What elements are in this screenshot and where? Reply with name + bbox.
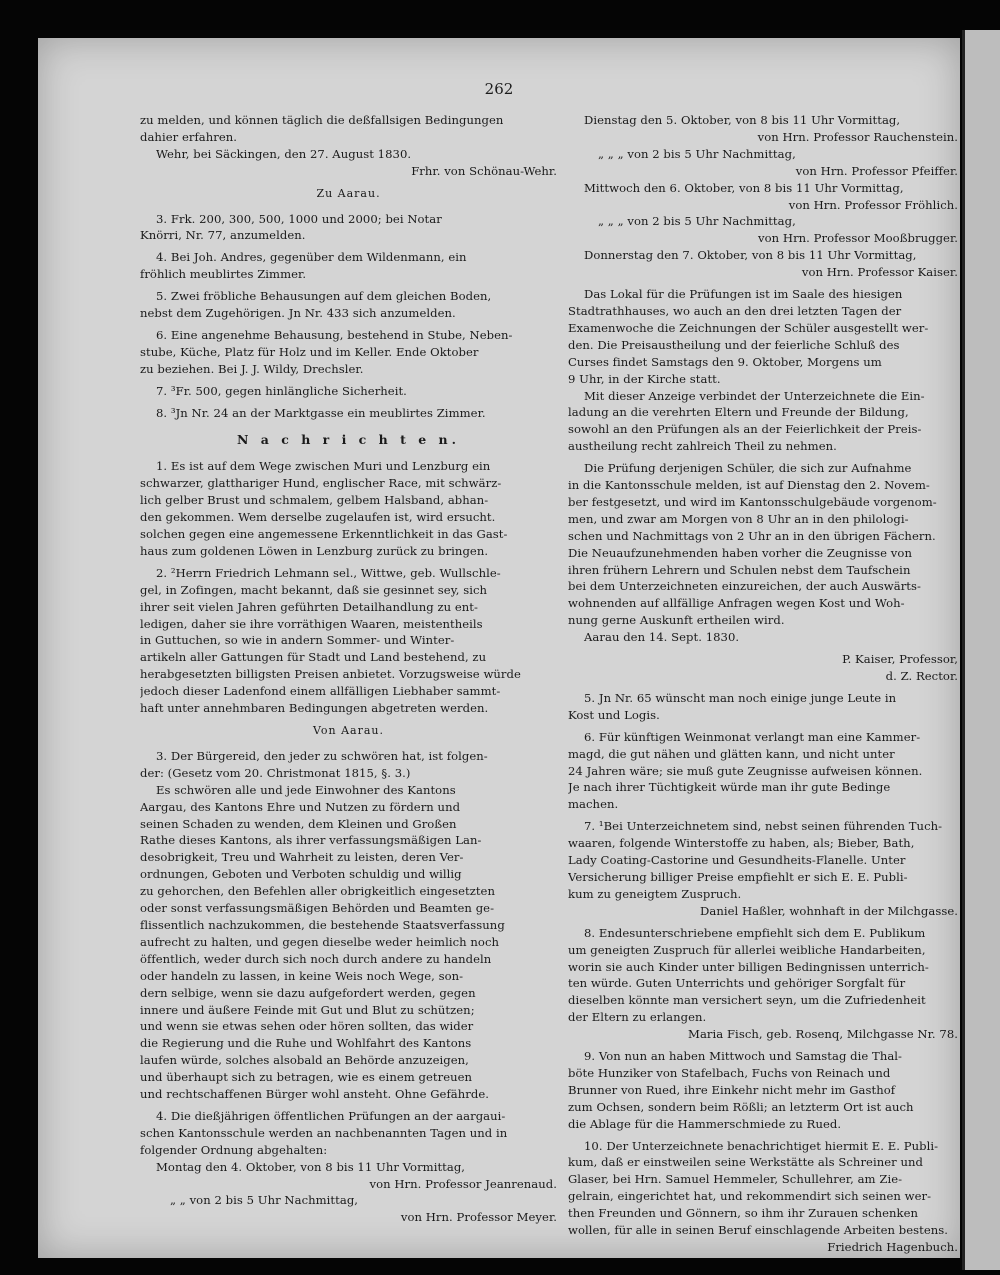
text-line: d. Z. Rector. [885,669,958,683]
text-line: solchen gegen eine angemessene Erkenntlichkeit in das Gast- [140,527,508,542]
text-line: Es schwören alle und jede Einwohner des Kantons [156,782,456,797]
text-line: Dienstag den 5. Oktober, von 8 bis 11 Uhr Vormittag, [584,113,901,127]
text-line: um geneigten Zuspruch für allerlei weibliche Handarbeiten, [568,942,926,957]
text-line: schen Kantonsschule werden an nachbenannten Tagen und in [140,1125,508,1140]
text-line: wollen, für alle in seinen Beruf einschlagende Arbeiten bestens. [568,1223,949,1238]
text-line: worin sie auch Kinder unter billigen Bedingnissen unterrich- [568,959,929,974]
text-line: die Regierung und die Ruhe und Wohlfahrt des Kantons [140,1036,472,1051]
text-line: nung gerne Auskunft ertheilen wird. [568,613,785,628]
text-line: jedoch dieser Ladenfond einem allfälligen Liebhaber sammt- [140,684,501,699]
text-line: 8. ³Jn Nr. 24 an der Marktgasse ein meublirtes Zimmer. [156,405,486,420]
text-line: ordnungen, Geboten und Verboten schuldig und willig [140,867,462,882]
text-line: Mittwoch den 6. Oktober, von 8 bis 11 Uhr Vormittag, [584,180,904,195]
text-line: zu beziehen. Bei J. J. Wildy, Drechsler. [140,361,364,376]
text-line: 4. Die dießjährigen öffentlichen Prüfungen an der aargaui- [156,1108,506,1123]
text-line: 6. Für künftigen Weinmonat verlangt man eine Kammer- [584,729,921,744]
text-line: oder sonst verfassungsmäßigen Behörden und Beamten ge- [140,901,495,916]
text-line: von Hrn. Professor Meyer. [400,1210,557,1225]
text-line: von Hrn. Professor Pfeiffer. [795,163,958,178]
right-column [568,112,958,1256]
text-line: ihrer seit vielen Jahren geführten Detailhandlung zu ent- [140,599,478,614]
text-line: der: (Gesetz vom 20. Christmonat 1815, §. 3.) [140,765,411,780]
text-line: ihren frühern Lehrern und Schulen nebst dem Taufschein [568,562,911,577]
text-line: von Hrn. Professor Jeanrenaud. [369,1176,557,1191]
text-line: von Hrn. Professor Mooßbrugger. [758,231,958,246]
text-line: Brunner von Rued, ihre Einkehr nicht mehr im Gasthof [568,1082,896,1097]
text-line: in Guttuchen, so wie in andern Sommer- und Winter- [140,633,455,648]
text-line: Das Lokal für die Prüfungen ist im Saale des hiesigen [584,287,903,302]
text-line: den. Die Preisaustheilung und der feierliche Schluß des [568,337,900,352]
text-line: men, und zwar am Morgen von 8 Uhr an in den philologi- [568,511,909,526]
text-line: und rechtschaffenen Bürger wohl ansteht. Ohne Gefährde. [140,1087,489,1102]
text-line: 9. Von nun an haben Mittwoch und Samstag die Thal- [584,1049,903,1064]
text-line: 1. Es ist auf dem Wege zwischen Muri und Lenzburg ein [156,459,491,474]
newspaper-page [38,38,960,1258]
text-line: aufrecht zu halten, und gegen dieselbe weder heimlich noch [140,934,500,949]
text-line: gel, in Zofingen, macht bekannt, daß sie gesinnet sey, sich [140,582,488,597]
section-subheading: Zu Aarau. [316,186,381,200]
text-line: von Hrn. Professor Fröhlich. [788,197,958,212]
text-line: und wenn sie etwas sehen oder hören sollten, das wider [140,1019,474,1034]
text-line: die Ablage für die Hammerschmiede zu Rued. [568,1116,842,1131]
text-line: dahier erfahren. [140,129,238,144]
section-subheading: Von Aarau. [312,724,385,737]
text-line: Knörri, Nr. 77, anzumelden. [140,228,306,243]
text-line: Curses findet Samstags den 9. Oktober, Morgens um [568,354,882,369]
text-line: kum, daß er einstweilen seine Werkstätte als Schreiner und [568,1155,923,1170]
text-line: der Eltern zu erlangen. [568,1010,707,1025]
text-line: „ „ von 2 bis 5 Uhr Nachmittag, [170,1193,359,1208]
text-line: zu melden, und können täglich die deßfallsigen Bedingungen [140,113,504,127]
text-line: ladung an die verehrten Eltern und Freunde der Bildung, [568,405,909,420]
text-line: artikeln aller Gattungen für Stadt und Land bestehend, zu [140,650,487,665]
text-line: dern selbige, wenn sie dazu aufgefordert werden, gegen [140,985,476,1000]
text-line: öffentlich, weder durch sich noch durch andere zu handeln [140,951,492,966]
text-line: then Freunden und Gönnern, so ihm ihr Zurauen schenken [568,1206,919,1221]
text-line: in die Kantonsschule melden, ist auf Dienstag den 2. Novem- [568,478,930,493]
text-line: „ „ „ von 2 bis 5 Uhr Nachmittag, [598,214,796,229]
text-line: Donnerstag den 7. Oktober, von 8 bis 11 Uhr Vormittag, [584,248,917,263]
text-line: kum zu geneigtem Zuspruch. [568,886,742,901]
text-line: folgender Ordnung abgehalten: [140,1142,328,1157]
text-line: P. Kaiser, Professor, [842,652,958,667]
text-line: 8. Endesunterschriebene empfiehlt sich dem E. Publikum [584,925,926,940]
text-line: haft unter annehmbaren Bedingungen abgetreten werden. [140,701,489,716]
text-line: Lady Coating-Castorine und Gesundheits-Flanelle. Unter [568,853,906,868]
text-line: magd, die gut nähen und glätten kann, und nicht unter [568,746,895,761]
text-line: 7. ³Fr. 500, gegen hinlängliche Sicherheit. [156,383,407,398]
left-column [140,112,557,1226]
text-line: Kost und Logis. [568,707,660,722]
text-line: Daniel Haßler, wohnhaft in der Milchgasse. [700,903,958,918]
section-heading: N a c h r i c h t e n. [237,431,460,447]
text-line: Aarau den 14. Sept. 1830. [584,630,740,645]
text-line: ten würde. Guten Unterrichts und gehöriger Sorgfalt für [568,976,906,991]
text-line: 5. Zwei fröbliche Behausungen auf dem gleichen Boden, [156,289,492,304]
text-line: den gekommen. Wem derselbe zugelaufen ist, wird ersucht. [140,510,496,525]
text-line: wohnenden auf allfällige Anfragen wegen Kost und Woh- [568,596,905,611]
text-line: 10. Der Unterzeichnete benachrichtiget hiermit E. E. Publi- [584,1138,939,1153]
text-line: Friedrich Hagenbuch. [827,1240,958,1254]
text-line: 5. Jn Nr. 65 wünscht man noch einige junge Leute in [584,690,897,705]
text-line: Die Prüfung derjenigen Schüler, die sich zur Aufnahme [584,461,912,476]
text-line: 6. Eine angenehme Behausung, bestehend in Stube, Neben- [156,327,513,342]
text-line: laufen würde, solches alsobald an Behörde anzuzeigen, [140,1053,469,1068]
text-line: waaren, folgende Winterstoffe zu haben, als; Bieber, Bath, [568,836,915,851]
text-line: zum Ochsen, sondern beim Rößli; an letzterm Ort ist auch [568,1099,914,1114]
text-line: dieselben könnte man versichert seyn, um die Zufriedenheit [568,993,926,1008]
text-line: Versicherung billiger Preise empfiehlt er sich E. E. Publi- [568,869,908,884]
page-number: 262 [484,80,514,98]
text-line: Rathe dieses Kantons, als ihrer verfassungsmäßigen Lan- [140,833,482,848]
text-line: Stadtrathhauses, wo auch an den drei letzten Tagen der [568,303,902,318]
text-line: machen. [568,797,619,812]
text-line: von Hrn. Professor Kaiser. [801,265,958,280]
text-line: lich gelber Brust und schmalem, gelbem Halsband, abhan- [140,493,489,508]
text-line: 4. Bei Joh. Andres, gegenüber dem Wildenmann, ein [156,250,467,265]
text-line: 2. ²Herrn Friedrich Lehmann sel., Wittwe, geb. Wullschle- [156,565,501,580]
text-line: Die Neuaufzunehmenden haben vorher die Zeugnisse von [568,545,912,560]
text-line: seinen Schaden zu wenden, dem Kleinen und Großen [140,816,457,831]
text-line: schen und Nachmittags von 2 Uhr an in den übrigen Fächern. [568,528,936,543]
text-line: „ „ „ von 2 bis 5 Uhr Nachmittag, [598,146,796,161]
text-line: fröhlich meublirtes Zimmer. [140,267,307,282]
text-line: austheilung recht zahlreich Theil zu nehmen. [568,439,837,454]
text-line: zu gehorchen, den Befehlen aller obrigkeitlich eingesetzten [140,884,495,899]
text-line: Mit dieser Anzeige verbindet der Unterzeichnete die Ein- [584,388,925,403]
text-line: Frhr. von Schönau-Wehr. [411,163,557,178]
text-line: Glaser, bei Hrn. Samuel Hemmeler, Schullehrer, am Zie- [568,1172,903,1187]
text-line: schwarzer, glatthariger Hund, englischer Race, mit schwärz- [140,476,502,491]
text-line: Aargau, des Kantons Ehre und Nutzen zu fördern und [140,799,461,814]
text-line: 3. Frk. 200, 300, 500, 1000 und 2000; bei Notar [156,211,442,226]
text-line: 24 Jahren wäre; sie muß gute Zeugnisse aufweisen können. [568,763,923,778]
text-line: und überhaupt sich zu betragen, wie es einem getreuen [140,1070,473,1085]
text-line: 9 Uhr, in der Kirche statt. [568,371,721,386]
adjacent-page-edge [962,30,1000,1270]
text-line: desobrigkeit, Treu und Wahrheit zu leisten, deren Ver- [140,850,464,865]
text-line: oder handeln zu lassen, in keine Weis noch Wege, son- [140,968,464,983]
text-line: von Hrn. Professor Rauchenstein. [757,129,958,144]
text-line: Wehr, bei Säckingen, den 27. August 1830. [156,146,412,161]
text-line: Maria Fisch, geb. Rosenq, Milchgasse Nr. 78. [688,1027,958,1042]
text-line: sowohl an den Prüfungen als an der Feierlichkeit der Preis- [568,422,922,437]
text-line: haus zum goldenen Löwen in Lenzburg zurück zu bringen. [140,543,489,558]
text-line: Je nach ihrer Tüchtigkeit würde man ihr gute Bedinge [568,780,891,795]
text-line: innere und äußere Feinde mit Gut und Blut zu schützen; [140,1002,475,1017]
text-line: böte Hunziker von Stafelbach, Fuchs von Reinach und [568,1065,891,1080]
text-line: gelrain, eingerichtet hat, und rekommendirt sich seinen wer- [568,1189,932,1204]
text-line: flissentlich nachzukommen, die bestehende Staatsverfassung [140,917,505,932]
text-line: Examenwoche die Zeichnungen der Schüler ausgestellt wer- [568,320,929,335]
text-line: Montag den 4. Oktober, von 8 bis 11 Uhr Vormittag, [156,1159,466,1174]
text-line: ber festgesetzt, und wird im Kantonsschulgebäude vorgenom- [568,494,937,509]
text-line: 3. Der Bürgereid, den jeder zu schwören hat, ist folgen- [156,748,488,763]
text-line: 7. ¹Bei Unterzeichnetem sind, nebst seinen führenden Tuch- [584,819,943,834]
text-line: nebst dem Zugehörigen. Jn Nr. 433 sich anzumelden. [140,306,456,321]
text-line: bei dem Unterzeichneten einzureichen, der auch Auswärts- [568,579,921,594]
text-line: herabgesetzten billigsten Preisen anbietet. Vorzugsweise würde [140,667,521,682]
text-line: ledigen, daher sie ihre vorräthigen Waaren, meistentheils [140,616,483,631]
text-line: stube, Küche, Platz für Holz und im Keller. Ende Oktober [140,344,479,359]
